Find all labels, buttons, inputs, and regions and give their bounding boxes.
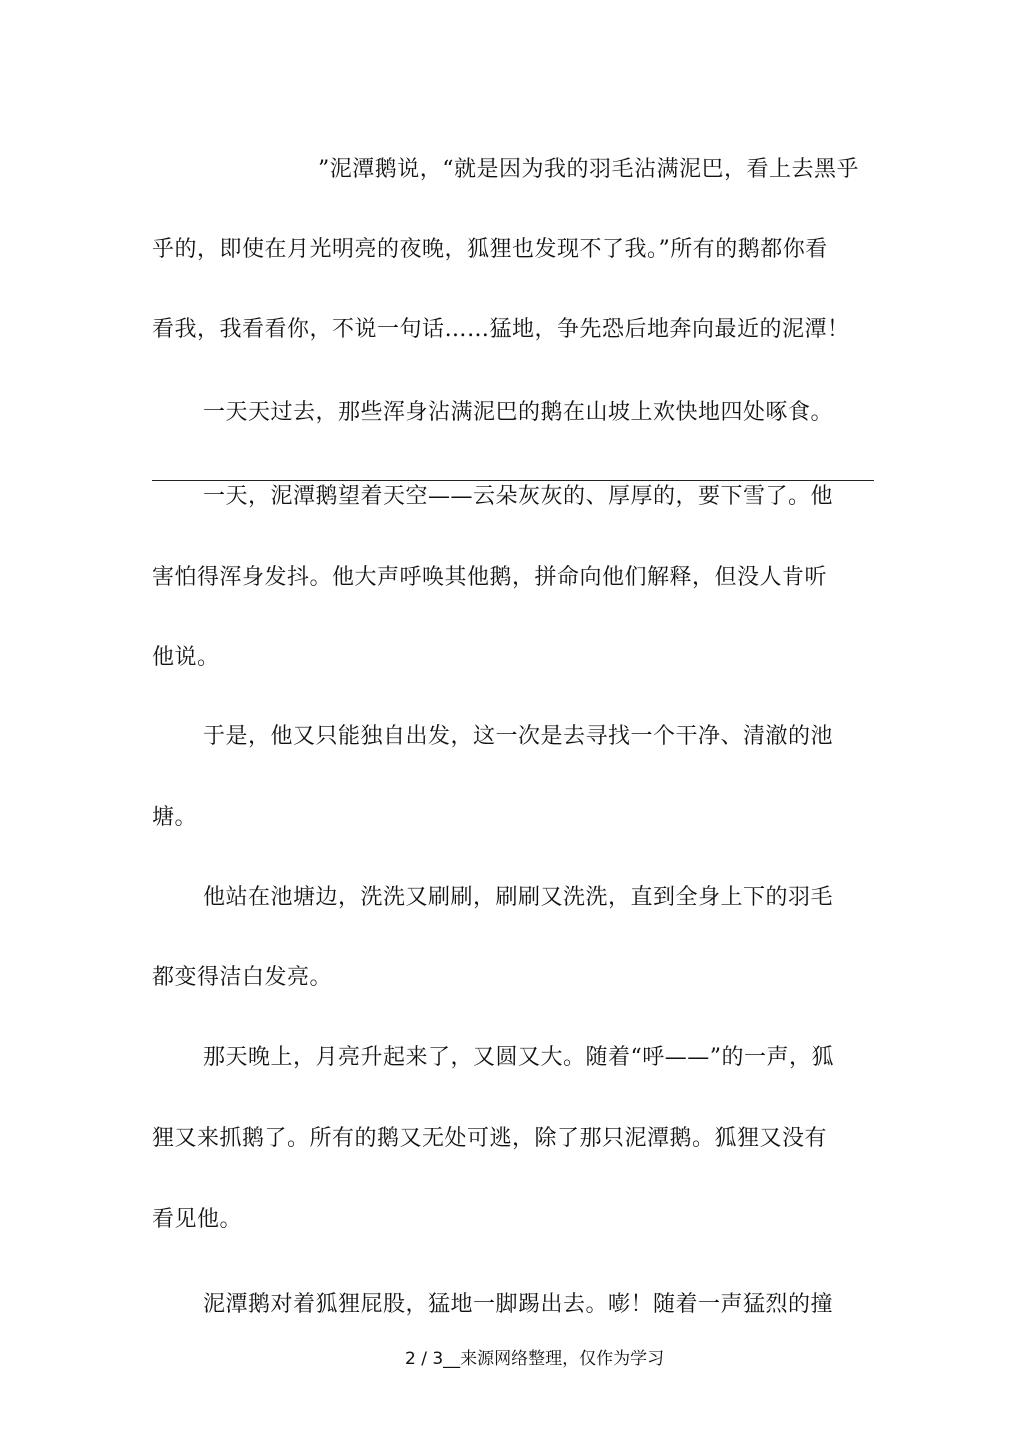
text-line: 一天，泥潭鹅望着天空——云朵灰灰的、厚厚的，要下雪了。他 <box>203 484 834 509</box>
text-line: 他说。 <box>152 645 220 670</box>
text-line: 一天天过去，那些浑身沾满泥巴的鹅在山坡上欢快地四处啄食。 <box>203 400 834 425</box>
text-line: ”泥潭鹅说，“就是因为我的羽毛沾满泥巴，看上去黑乎 <box>318 157 859 182</box>
text-line: 都变得洁白发亮。 <box>152 965 333 990</box>
text-line: 看我，我看看你，不说一句话……猛地，争先恐后地奔向最近的泥潭！ <box>152 317 850 342</box>
text-line: 泥潭鹅对着狐狸屁股，猛地一脚踢出去。嘭！随着一声猛烈的撞 <box>203 1292 834 1317</box>
text-line: 看见他。 <box>152 1207 243 1232</box>
page-footer: 2 / 3__来源网络整理，仅作为学习 <box>405 1349 665 1369</box>
text-line: 于是，他又只能独自出发，这一次是去寻找一个干净、清澈的池 <box>203 724 834 749</box>
text-line: 狸又来抓鹅了。所有的鹅又无处可逃，除了那只泥潭鹅。狐狸又没有 <box>152 1126 828 1151</box>
text-line: 那天晚上，月亮升起来了，又圆又大。随着“呼——”的一声，狐 <box>203 1045 834 1070</box>
text-line: 乎的，即使在月光明亮的夜晚，狐狸也发现不了我。”所有的鹅都你看 <box>152 237 828 262</box>
horizontal-rule <box>152 480 874 481</box>
text-line: 害怕得浑身发抖。他大声呼唤其他鹅，拼命向他们解释，但没人肯听 <box>152 565 828 590</box>
text-line: 塘。 <box>152 805 198 830</box>
text-line: 他站在池塘边，洗洗又刷刷，刷刷又洗洗，直到全身上下的羽毛 <box>203 885 834 910</box>
